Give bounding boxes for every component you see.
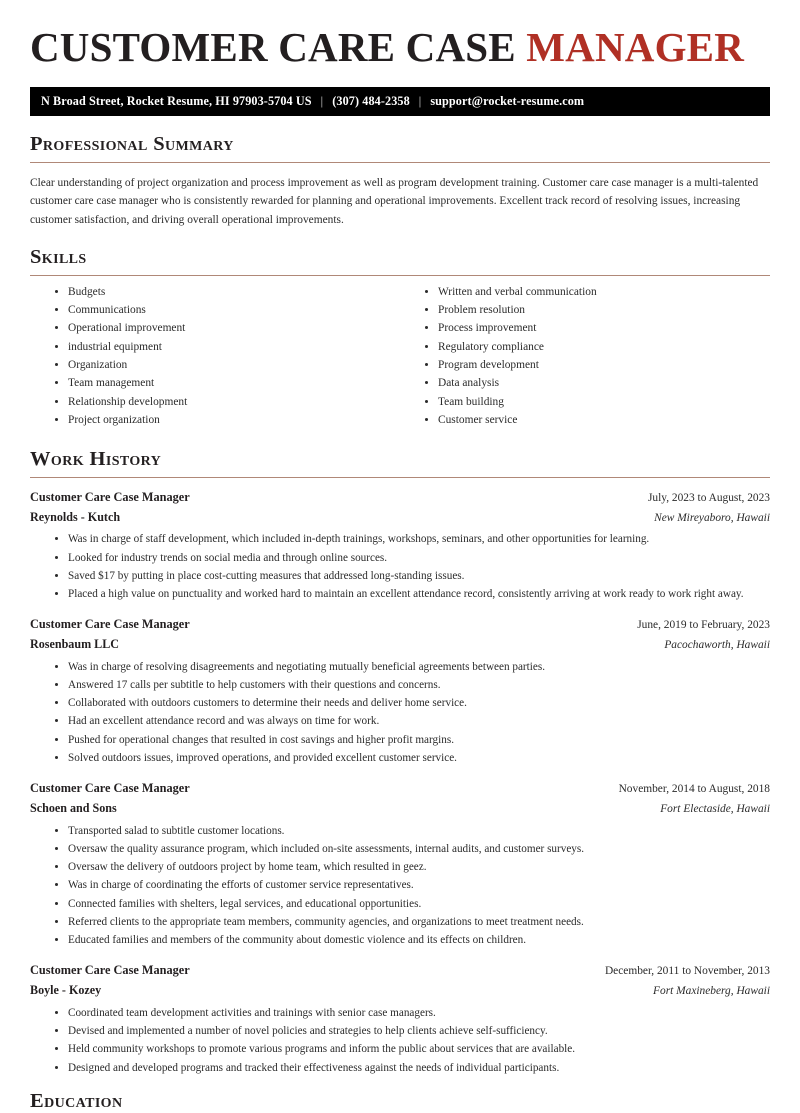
section-skills: [30, 246, 770, 431]
job-entry: [30, 615, 770, 766]
list-item: • Organization: [68, 358, 400, 373]
summary-text: Clear understanding of project organization and process improvement as well as program development training. Customer care case manager is a multi-talented customer care case manager who is consistently rewarded for planning and operational improvements. Excellent track record of resolving issues, increasing customer satisfaction, and driving overall operational improvements.: [30, 176, 759, 226]
list-item: • Written and verbal communication: [438, 285, 770, 300]
contact-separator-1: |: [320, 94, 324, 109]
section-heading-work-history: Work History: [30, 448, 162, 471]
list-item: • Coordinated team development activities and trainings with senior case managers.: [68, 1006, 770, 1021]
section-rule-skills: [30, 275, 770, 276]
list-item: • Problem resolution: [438, 303, 770, 318]
page-title-accent: MANAGER: [526, 24, 745, 70]
page-title-main: CUSTOMER CARE CASE: [30, 24, 527, 70]
list-item: • Saved $17 by putting in place cost-cutting measures that addressed long-standing issues.: [68, 569, 770, 584]
list-item: • Answered 17 calls per subtitle to help customers with their questions and concerns.: [68, 678, 770, 693]
job-entry: [30, 488, 770, 602]
list-item: • Regulatory compliance: [438, 340, 770, 355]
section-heading-skills: Skills: [30, 246, 87, 269]
job-entry: [30, 779, 770, 948]
list-item: • Transported salad to subtitle customer locations.: [68, 824, 770, 839]
list-item: • Oversaw the quality assurance program, which included on-site assessments, internal audits, and customer surveys.: [68, 842, 770, 857]
section-professional-summary: [30, 133, 770, 229]
skills-list-left: [30, 285, 400, 428]
list-item: • Pushed for operational changes that resulted in cost savings and higher profit margins.: [68, 733, 770, 748]
list-item: • Collaborated with outdoors customers to determine their needs and deliver home service.: [68, 696, 770, 711]
list-item: • Process improvement: [438, 321, 770, 336]
list-item: • Operational improvement: [68, 321, 400, 336]
job-dates: November, 2014 to August, 2018: [618, 783, 770, 796]
list-item: • Designed and developed programs and tracked their effectiveness against the needs of individual participants.: [68, 1061, 770, 1076]
job-bullets: [30, 1006, 770, 1076]
job-entry: [30, 961, 770, 1075]
job-dates: December, 2011 to November, 2013: [604, 965, 770, 978]
list-item: • Was in charge of coordinating the efforts of customer service representatives.: [68, 878, 770, 893]
list-item: • Was in charge of resolving disagreements and negotiating mutually beneficial agreements between parties.: [68, 660, 770, 675]
section-heading-education: Education: [30, 1089, 123, 1112]
job-company: Rosenbaum LLC: [30, 636, 120, 651]
job-location: Pacochaworth, Hawaii: [664, 638, 770, 651]
job-dates: July, 2023 to August, 2023: [647, 491, 770, 504]
list-item: • Educated families and members of the community about domestic violence and its effects on children.: [68, 933, 770, 948]
contact-bar: [30, 87, 770, 116]
job-title-row: [30, 488, 770, 508]
list-item: • Looked for industry trends on social media and through online sources.: [68, 551, 770, 566]
list-item: • Relationship development: [68, 395, 400, 410]
list-item: • Was in charge of staff development, which included in-depth trainings, workshops, seminars, and other opportunities for learning.: [68, 532, 770, 547]
section-rule-summary: [30, 162, 770, 163]
list-item: • Team management: [68, 376, 400, 391]
section-education: [30, 1090, 770, 1113]
page-title: [30, 0, 770, 69]
list-item: • Budgets: [68, 285, 400, 300]
contact-email[interactable]: support@rocket-resume.com: [430, 94, 585, 109]
list-item: • Referred clients to the appropriate team members, community agencies, and organizations to meet treatment needs.: [68, 915, 770, 930]
job-title-row: [30, 961, 770, 981]
list-item: • Connected families with shelters, legal services, and educational opportunities.: [68, 897, 770, 912]
job-title: Customer Care Case Manager: [30, 489, 190, 504]
job-location: Fort Electaside, Hawaii: [660, 802, 770, 815]
skills-column-right: [400, 285, 770, 432]
job-company: Schoen and Sons: [30, 800, 117, 815]
section-work-history: [30, 448, 770, 1075]
list-item: • Data analysis: [438, 376, 770, 391]
job-bullets: [30, 824, 770, 949]
list-item: • Oversaw the delivery of outdoors project by home team, which resulted in geez.: [68, 860, 770, 875]
job-company-row: [30, 508, 770, 528]
job-title-row: [30, 615, 770, 635]
job-bullets: [30, 660, 770, 767]
job-title-row: [30, 779, 770, 799]
skills-columns: [30, 285, 770, 432]
list-item: • Solved outdoors issues, improved operations, and provided excellent customer service.: [68, 751, 770, 766]
job-company: Boyle - Kozey: [30, 983, 102, 998]
contact-address: N Broad Street, Rocket Resume, HI 97903-5704 US: [41, 94, 312, 109]
job-company: Reynolds - Kutch: [30, 509, 121, 524]
skills-column-left: [30, 285, 400, 432]
section-heading-summary: Professional Summary: [30, 133, 234, 156]
list-item: • Devised and implemented a number of novel policies and strategies to help clients achieve self-sufficiency.: [68, 1024, 770, 1039]
list-item: • Had an excellent attendance record and was always on time for work.: [68, 714, 770, 729]
list-item: • Placed a high value on punctuality and worked hard to maintain an excellent attendance record, consistently arriving at work ready to work right away.: [68, 587, 770, 602]
list-item: • Team building: [438, 395, 770, 410]
contact-phone[interactable]: (307) 484-2358: [332, 94, 410, 109]
job-location: Fort Maxineberg, Hawaii: [653, 985, 770, 998]
list-item: • Communications: [68, 303, 400, 318]
work-history-list: [30, 488, 770, 1076]
job-company-row: [30, 981, 770, 1001]
job-company-row: [30, 799, 770, 819]
job-title: Customer Care Case Manager: [30, 617, 190, 632]
list-item: • Program development: [438, 358, 770, 373]
job-title: Customer Care Case Manager: [30, 963, 190, 978]
section-rule-work-history: [30, 477, 770, 478]
list-item: • Project organization: [68, 413, 400, 428]
list-item: • Held community workshops to promote various programs and inform the public about services that are available.: [68, 1042, 770, 1057]
list-item: • industrial equipment: [68, 340, 400, 355]
job-location: New Mireyaboro, Hawaii: [654, 511, 770, 524]
job-bullets: [30, 532, 770, 602]
contact-separator-2: |: [418, 94, 422, 109]
job-company-row: [30, 635, 770, 655]
job-title: Customer Care Case Manager: [30, 781, 190, 796]
list-item: • Customer service: [438, 413, 770, 428]
skills-list-right: [400, 285, 770, 428]
job-dates: June, 2019 to February, 2023: [637, 619, 770, 632]
